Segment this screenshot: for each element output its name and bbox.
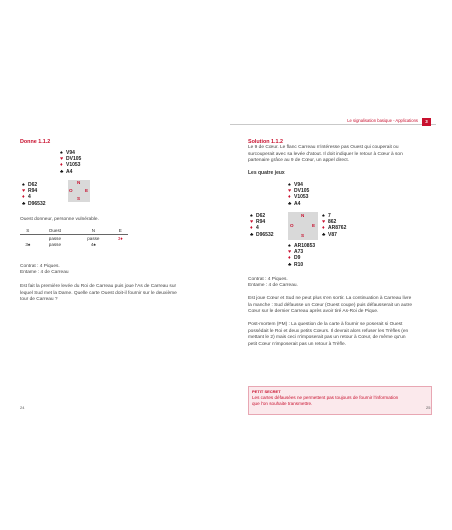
card-holding: V1053 <box>66 162 81 169</box>
spade-icon: ♠ <box>288 243 291 249</box>
card-holding: V1053 <box>294 194 309 201</box>
bid-cell: passe <box>87 235 100 241</box>
text-line: Post-mortem (PM) : La question de la carte à fournir se poserait si Ouest <box>248 322 403 327</box>
south-hand <box>288 243 315 268</box>
tip-text <box>252 395 398 407</box>
text-line: surcouperait avec sa levée d'atout. Il doit indiquer le retour à Cœur à son <box>248 151 403 157</box>
card-holding: D96532 <box>28 200 46 207</box>
bidding-table <box>20 227 128 248</box>
text-line: Le 9 de Cœur. Le flanc Carreau n'intéresse pas Ouest qui couperait ou <box>248 145 399 150</box>
compass-west: O <box>290 223 294 228</box>
compass-east: E <box>312 223 316 228</box>
text-line: possédait le Roi et deux petits Cœurs. Il devrait alors refuser les Trèfles (en <box>248 328 409 334</box>
text-line: petit Cœur n'imposerait pas un retour à Trèfle. <box>248 341 346 347</box>
card-holding: AR10853 <box>294 243 316 249</box>
spade-icon: ♠ <box>60 150 63 156</box>
text-line: mettant le 2) mais ceci n'imposerait pas un retour à Cœur, de même qu'un <box>248 335 406 341</box>
west-hand <box>22 182 46 207</box>
hand-line-club <box>60 169 81 175</box>
bid-cell: passe <box>48 242 62 248</box>
card-holding: D96532 <box>256 231 274 238</box>
running-header: Le signalisation basique - Applications <box>347 118 418 123</box>
dealer-note: Ouest donneur, personne vulnérable. <box>20 217 99 222</box>
heart-icon: ♥ <box>22 188 26 195</box>
contract: Contrat : 4 Piques. <box>20 264 60 269</box>
card-holding: D9 <box>294 255 301 262</box>
club-icon: ♣ <box>288 200 292 207</box>
card-holding: DV105 <box>294 188 310 195</box>
solution-paragraph-1 <box>248 296 433 316</box>
heart-icon: ♥ <box>250 219 254 226</box>
spade-icon: ♠ <box>250 213 253 219</box>
bid-header: N <box>74 227 112 234</box>
bid-cell: passe <box>48 235 62 241</box>
text-line: Les cartes défausées ne permettent pas toujours de fournir l'information <box>252 395 399 400</box>
problem-paragraph <box>20 284 215 304</box>
hand-line-club <box>322 232 346 238</box>
page-number-left: 24 <box>20 405 25 410</box>
club-icon: ♣ <box>250 231 254 238</box>
card-holding: DV105 <box>66 156 82 163</box>
north-hand <box>288 182 309 207</box>
bid-header: S <box>20 227 36 234</box>
compass-north: N <box>301 213 305 218</box>
card-holding: R94 <box>256 219 266 226</box>
card-holding: D62 <box>256 213 266 219</box>
east-hand <box>322 213 346 238</box>
north-hand <box>60 150 81 175</box>
compass-box <box>288 212 318 240</box>
hand-line-club <box>288 262 315 268</box>
four-hands-subtitle: Les quatre jeux <box>248 170 285 176</box>
card-holding: R94 <box>28 188 38 195</box>
text-line: lequel Sud met la Dame. Quelle carte Ouest doit-il fournir sur le deuxième <box>20 290 177 296</box>
club-icon: ♣ <box>60 168 64 175</box>
heart-icon: ♥ <box>322 219 326 226</box>
card-holding: 862 <box>328 219 337 226</box>
compass-south: S <box>301 233 305 238</box>
chapter-badge: 3 <box>422 118 431 126</box>
solution-intro <box>248 145 433 165</box>
spade-icon: ♠ <box>288 182 291 188</box>
lead: Entame : 4 de Carreau. <box>248 283 298 288</box>
diamond-icon: ♦ <box>60 162 63 169</box>
heart-icon: ♥ <box>288 188 292 195</box>
bid-cell: 3♦ <box>117 235 123 241</box>
club-icon: ♣ <box>322 231 326 238</box>
spade-icon: ♠ <box>322 213 325 219</box>
card-holding: R10 <box>294 261 304 268</box>
text-line: tour de Carreau ? <box>20 297 58 303</box>
hand-line-club <box>250 232 274 238</box>
compass-box <box>68 180 90 202</box>
text-line: la manche : Sud défausse un Cœur (Ouest coupe) puis défausserait un autre <box>248 302 412 308</box>
spade-icon: ♠ <box>22 182 25 188</box>
tip-callout <box>248 386 432 415</box>
bid-header: Ouest <box>36 227 74 234</box>
text-line: Cœur sur le dernier Carreau après avoir tiré As-Roi de Pique. <box>248 309 379 315</box>
compass-west: O <box>69 188 73 193</box>
bid-cell <box>20 234 36 241</box>
contract: Contrat : 4 Piques. <box>248 277 288 282</box>
card-holding: V94 <box>66 150 75 156</box>
hand-line-club <box>288 201 309 207</box>
card-holding: D62 <box>28 182 38 188</box>
card-holding: 4 <box>256 225 259 232</box>
card-holding: 4 <box>28 194 31 201</box>
tip-label: PETIT SECRET <box>252 389 281 394</box>
card-holding: AR8762 <box>328 225 347 232</box>
card-holding: A4 <box>294 200 301 207</box>
hand-line-club <box>22 201 46 207</box>
diamond-icon: ♦ <box>250 225 253 232</box>
header-rule <box>230 124 436 125</box>
text-line: que l'on souhaite transmettre. <box>252 401 313 406</box>
card-holding: A73 <box>294 249 304 256</box>
heart-icon: ♥ <box>288 249 292 256</box>
text-line: partenaire grâce au 9 de Cœur, un appel direct. <box>248 158 350 164</box>
heart-icon: ♥ <box>60 156 64 163</box>
club-icon: ♣ <box>288 261 292 268</box>
text-line: Est joue Cœur et Sud ne peut plus s'en sortir. La continuation à Carreau livre <box>248 296 412 301</box>
bid-cell <box>113 242 128 249</box>
card-holding: V87 <box>328 231 337 238</box>
solution-title: Solution 1.1.2 <box>248 139 284 145</box>
compass-east: E <box>85 188 89 193</box>
card-holding: A4 <box>66 168 73 175</box>
deal-title: Donne 1.1.2 <box>20 139 51 145</box>
diamond-icon: ♦ <box>288 194 291 201</box>
card-holding: 7 <box>328 213 331 219</box>
west-hand <box>250 213 274 238</box>
text-line: Est fait la première levée du Roi de Carreau puis joue l'As de Carreau sur <box>20 284 177 289</box>
page-number-right: 25 <box>426 405 431 410</box>
diamond-icon: ♦ <box>322 225 325 232</box>
diamond-icon: ♦ <box>288 255 291 262</box>
compass-north: N <box>77 180 81 185</box>
club-icon: ♣ <box>22 200 26 207</box>
bid-header: E <box>113 227 128 234</box>
card-holding: V94 <box>294 182 303 188</box>
solution-paragraph-2 <box>248 322 433 348</box>
diamond-icon: ♦ <box>22 194 25 201</box>
bid-cell: 4♠ <box>90 242 96 248</box>
bid-cell: 3♠ <box>25 242 31 248</box>
compass-south: S <box>77 196 81 201</box>
lead: Entame : 4 de Carreau <box>20 270 69 275</box>
